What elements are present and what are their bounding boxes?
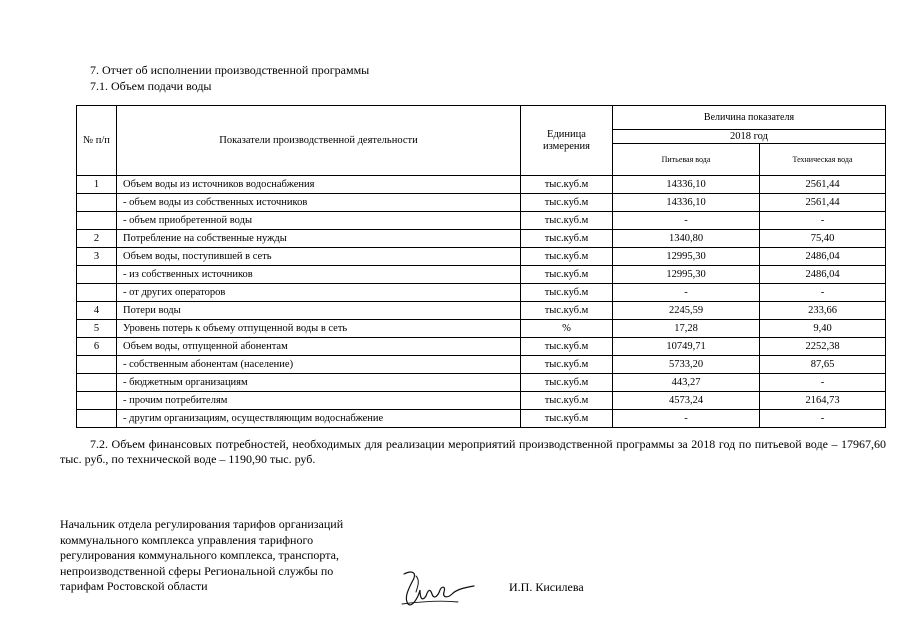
- header-drinking: Питьевая вода: [613, 144, 760, 176]
- signatory-title-line: тарифам Ростовской области: [60, 579, 208, 593]
- row-unit-cell: тыс.куб.м: [521, 284, 613, 302]
- row-num-cell: 4: [77, 302, 117, 320]
- row-technical-cell: -: [760, 284, 886, 302]
- row-unit-cell: %: [521, 320, 613, 338]
- row-unit-cell: тыс.куб.м: [521, 356, 613, 374]
- table-row: [77, 302, 886, 320]
- header-technical: Техническая вода: [760, 144, 886, 176]
- row-drinking-cell: -: [613, 284, 760, 302]
- header-unit: Единица измерения: [521, 106, 613, 176]
- subsection-title: 7.1. Объем подачи воды: [90, 79, 212, 93]
- row-num-cell: [77, 392, 117, 410]
- row-technical-cell: 2164,73: [760, 392, 886, 410]
- row-unit-cell: тыс.куб.м: [521, 374, 613, 392]
- row-drinking-cell: 1340,80: [613, 230, 760, 248]
- row-name-cell: Потребление на собственные нужды: [117, 230, 521, 248]
- row-unit-cell: тыс.куб.м: [521, 230, 613, 248]
- row-unit-cell: тыс.куб.м: [521, 392, 613, 410]
- header-num: № п/п: [77, 106, 117, 176]
- row-num-cell: [77, 410, 117, 428]
- row-technical-cell: 2561,44: [760, 194, 886, 212]
- row-technical-cell: 9,40: [760, 320, 886, 338]
- signatory-title-line: непроизводственной сферы Региональной службы по: [60, 563, 334, 578]
- row-drinking-cell: 2245,59: [613, 302, 760, 320]
- row-drinking-cell: -: [613, 410, 760, 428]
- row-num-cell: 2: [77, 230, 117, 248]
- row-drinking-cell: 10749,71: [613, 338, 760, 356]
- water-supply-table: [76, 105, 886, 428]
- row-technical-cell: 75,40: [760, 230, 886, 248]
- signatory-title: [60, 517, 380, 595]
- signatory-title-line: Начальник отдела регулирования тарифов организаций: [60, 517, 344, 531]
- row-name-cell: - от других операторов: [117, 284, 521, 302]
- table-row: [77, 212, 886, 230]
- row-num-cell: [77, 356, 117, 374]
- row-name-cell: - прочим потребителям: [117, 392, 521, 410]
- row-name-cell: - другим организациям, осуществляющим водоснабжение: [117, 410, 521, 428]
- row-name-cell: Объем воды, поступившей в сеть: [117, 248, 521, 266]
- row-unit-cell: тыс.куб.м: [521, 194, 613, 212]
- table-row: [77, 230, 886, 248]
- row-drinking-cell: 17,28: [613, 320, 760, 338]
- table-row: [77, 392, 886, 410]
- row-drinking-cell: 4573,24: [613, 392, 760, 410]
- table-row: [77, 176, 886, 194]
- row-drinking-cell: -: [613, 212, 760, 230]
- row-num-cell: [77, 194, 117, 212]
- row-drinking-cell: 5733,20: [613, 356, 760, 374]
- row-drinking-cell: 14336,10: [613, 176, 760, 194]
- row-unit-cell: тыс.куб.м: [521, 212, 613, 230]
- row-name-cell: - объем воды из собственных источников: [117, 194, 521, 212]
- row-num-cell: [77, 284, 117, 302]
- row-name-cell: - из собственных источников: [117, 266, 521, 284]
- row-technical-cell: -: [760, 410, 886, 428]
- row-technical-cell: 2561,44: [760, 176, 886, 194]
- row-technical-cell: 2252,38: [760, 338, 886, 356]
- signatory-title-line: коммунального комплекса управления тарифного: [60, 532, 314, 547]
- row-num-cell: [77, 266, 117, 284]
- financial-needs-note: 7.2. Объем финансовых потребностей, необходимых для реализации мероприятий производственной программы за 2018 год по питьевой воде – 17967,60 тыс. руб., по технической воде – 1190,90 тыс. руб.: [60, 437, 886, 466]
- header-indicator: Показатели производственной деятельности: [117, 106, 521, 176]
- row-unit-cell: тыс.куб.м: [521, 338, 613, 356]
- row-num-cell: [77, 374, 117, 392]
- table-row: [77, 356, 886, 374]
- table-row: [77, 248, 886, 266]
- row-unit-cell: тыс.куб.м: [521, 248, 613, 266]
- header-value-group: Величина показателя: [613, 106, 886, 130]
- table-row: [77, 338, 886, 356]
- row-unit-cell: тыс.куб.м: [521, 266, 613, 284]
- table-row: [77, 284, 886, 302]
- row-name-cell: - собственным абонентам (население): [117, 356, 521, 374]
- signatory-name: И.П. Кисилева: [509, 580, 584, 594]
- handwritten-signature-icon: [398, 568, 478, 610]
- table-row: [77, 320, 886, 338]
- table-row: [77, 374, 886, 392]
- row-drinking-cell: 14336,10: [613, 194, 760, 212]
- row-technical-cell: -: [760, 212, 886, 230]
- row-name-cell: Объем воды, отпущенной абонентам: [117, 338, 521, 356]
- row-technical-cell: 2486,04: [760, 266, 886, 284]
- row-unit-cell: тыс.куб.м: [521, 176, 613, 194]
- section-title: 7. Отчет об исполнении производственной программы: [90, 63, 370, 77]
- row-num-cell: 1: [77, 176, 117, 194]
- row-name-cell: - бюджетным организациям: [117, 374, 521, 392]
- row-unit-cell: тыс.куб.м: [521, 410, 613, 428]
- row-num-cell: 6: [77, 338, 117, 356]
- header-year: 2018 год: [613, 130, 886, 144]
- row-name-cell: Уровень потерь к объему отпущенной воды в сеть: [117, 320, 521, 338]
- row-technical-cell: -: [760, 374, 886, 392]
- row-drinking-cell: 443,27: [613, 374, 760, 392]
- row-technical-cell: 2486,04: [760, 248, 886, 266]
- table-body: [77, 176, 886, 428]
- row-technical-cell: 87,65: [760, 356, 886, 374]
- row-name-cell: Объем воды из источников водоснабжения: [117, 176, 521, 194]
- row-num-cell: 5: [77, 320, 117, 338]
- row-name-cell: Потери воды: [117, 302, 521, 320]
- row-drinking-cell: 12995,30: [613, 248, 760, 266]
- row-name-cell: - объем приобретенной воды: [117, 212, 521, 230]
- table-row: [77, 410, 886, 428]
- row-drinking-cell: 12995,30: [613, 266, 760, 284]
- row-num-cell: 3: [77, 248, 117, 266]
- table-row: [77, 266, 886, 284]
- row-num-cell: [77, 212, 117, 230]
- row-unit-cell: тыс.куб.м: [521, 302, 613, 320]
- row-technical-cell: 233,66: [760, 302, 886, 320]
- signatory-title-line: регулирования коммунального комплекса, транспорта,: [60, 548, 339, 562]
- table-row: [77, 194, 886, 212]
